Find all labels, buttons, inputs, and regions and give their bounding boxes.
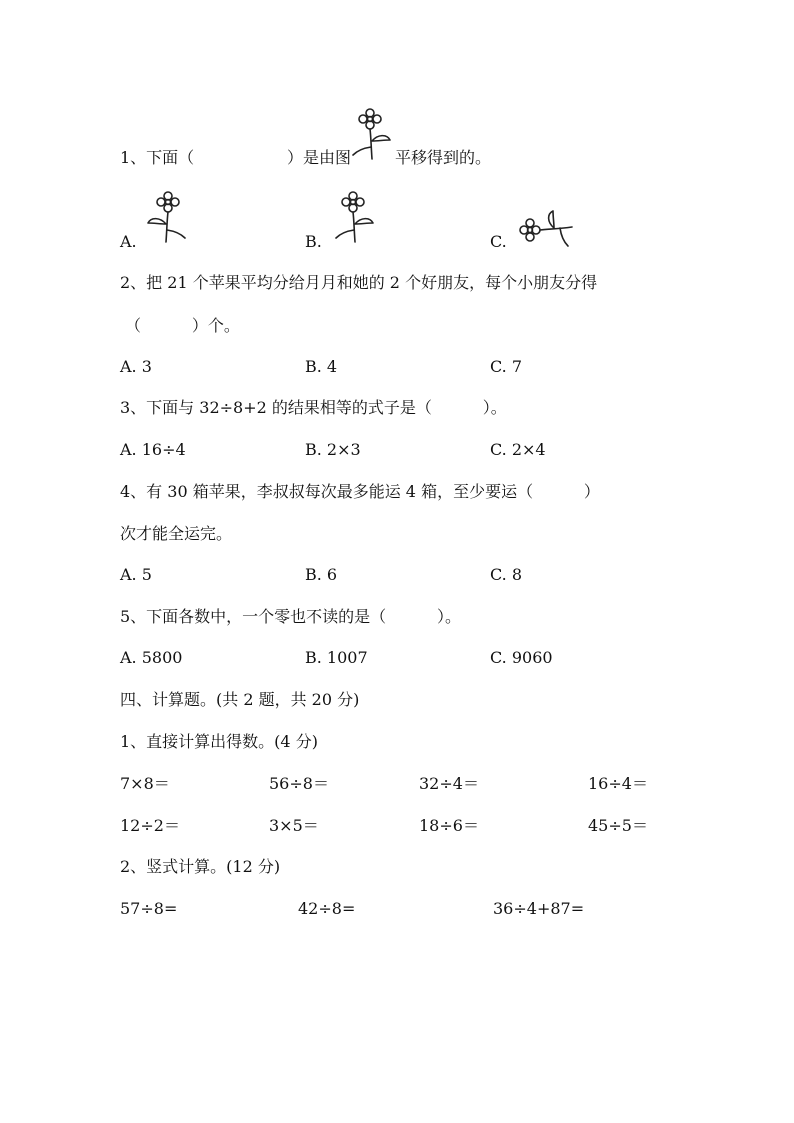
q5-option-a: A. 5800 [120, 648, 183, 667]
q4-option-a: A. 5 [120, 565, 152, 584]
flower-rotated-icon [518, 210, 576, 250]
flower-icon [350, 107, 394, 163]
section4-heading: 四、计算题。(共 2 题，共 20 分) [120, 690, 360, 709]
q1-text-mid: ）是由图 [287, 148, 352, 167]
q4-line2: 次才能全运完。 [120, 524, 233, 543]
q3-option-c: C. 2×4 [490, 440, 546, 459]
q2-line1: 2、把 21 个苹果平均分给月月和她的 2 个好朋友，每个小朋友分得 [120, 273, 598, 292]
q2-option-b: B. 4 [305, 357, 338, 376]
q1-text-after: 平移得到的。 [395, 148, 492, 167]
vertical-calc-item: 42÷8= [298, 899, 356, 918]
q1-option-c-label: C. [490, 232, 507, 251]
q3-option-a: A. 16÷4 [120, 440, 186, 459]
section4-part2-title: 2、竖式计算。(12 分) [120, 857, 281, 876]
q3-line1: 3、下面与 32÷8+2 的结果相等的式子是（ ）。 [120, 398, 507, 417]
q5-option-b: B. 1007 [305, 648, 368, 667]
q1-option-a-label: A. [120, 232, 137, 251]
calc-item: 16÷4＝ [588, 774, 648, 793]
calc-item: 45÷5＝ [588, 816, 648, 835]
q1-text-before: 1、下面（ [120, 148, 195, 167]
calc-item: 7×8＝ [120, 774, 170, 793]
flower-icon [146, 190, 190, 246]
q5-line1: 5、下面各数中，一个零也不读的是（ ）。 [120, 607, 462, 626]
q2-line2: （ ）个。 [125, 316, 240, 335]
calc-item: 12÷2＝ [120, 816, 180, 835]
calc-item: 3×5＝ [269, 816, 319, 835]
q4-option-c: C. 8 [490, 565, 523, 584]
q5-option-c: C. 9060 [490, 648, 553, 667]
q3-option-b: B. 2×3 [305, 440, 361, 459]
calc-item: 32÷4＝ [419, 774, 479, 793]
section4-part1-title: 1、直接计算出得数。(4 分) [120, 732, 318, 751]
q4-option-b: B. 6 [305, 565, 338, 584]
flower-icon [333, 190, 377, 246]
vertical-calc-item: 57÷8= [120, 899, 178, 918]
q1-option-b-label: B. [305, 232, 322, 251]
vertical-calc-item: 36÷4+87= [493, 899, 585, 918]
q2-option-c: C. 7 [490, 357, 523, 376]
calc-item: 18÷6＝ [419, 816, 479, 835]
calc-item: 56÷8＝ [269, 774, 329, 793]
q2-option-a: A. 3 [120, 357, 152, 376]
q4-line1: 4、有 30 箱苹果，李叔叔每次最多能运 4 箱，至少要运（ ） [120, 482, 600, 501]
